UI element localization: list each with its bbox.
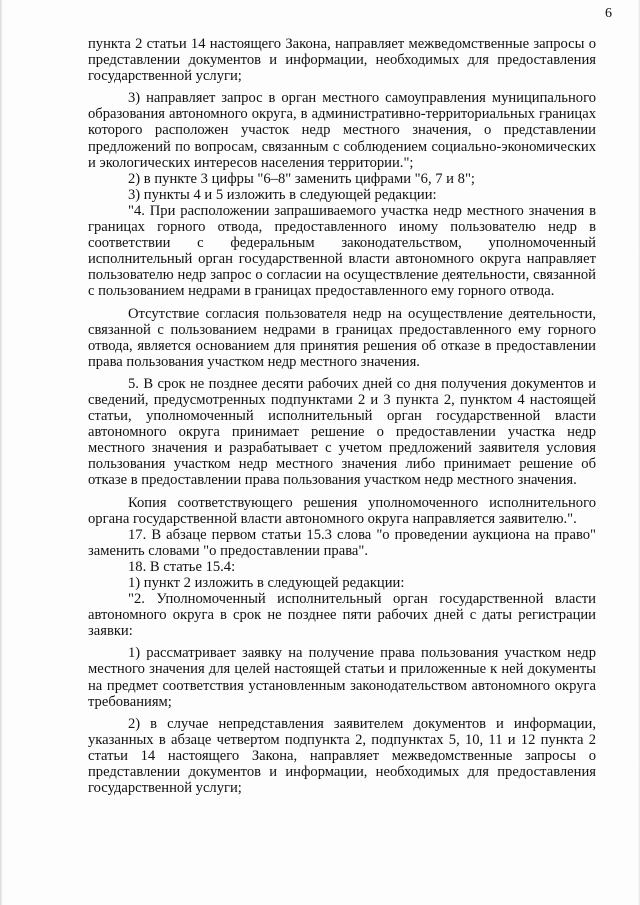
scan-edge-left (0, 0, 3, 905)
page-number: 6 (605, 6, 612, 21)
paragraph-subitem-1: 1) рассматривает заявку на получение права пользования участком недр местного значения для целей настоящей статьи и приложенные к ней документы на предмет соответствия установленным законодательством автономного округа требованиям; (88, 645, 596, 710)
paragraph-item-3-request: 3) направляет запрос в орган местного самоуправления муниципального образования автономного округа, в административно-территориальных границах которого расположен участок недр местного значения, о представлении предложений по вопросам, связанным с соблюдением социально-экономических и экологических интересов населения территории."; (88, 90, 596, 171)
paragraph-item-1-point-2: 1) пункт 2 изложить в следующей редакции: (128, 575, 405, 591)
paragraph-item-3-points: 3) пункты 4 и 5 изложить в следующей редакции: (128, 186, 437, 203)
paragraph-article-17: 17. В абзаце первом статьи 15.3 слова "о проведении аукциона на право" заменить словами "о предоставлении права". (88, 526, 596, 559)
paragraph-continuation: пункта 2 статьи 14 настоящего Закона, направляет межведомственные запросы о представлении документов и информации, необходимых для предоставления государственной услуги; (88, 36, 596, 85)
paragraph-subitem-2: 2) в случае непредставления заявителем документов и информации, указанных в абзаце четвертом подпункта 2, подпунктах 5, 10, 11 и 12 пункта 2 статьи 14 настоящего Закона, направляет межведомственные запросы о представлении документов и информации, необходимых для предоставления государственной услуги; (88, 715, 596, 797)
paragraph-article-18: 18. В статье 15.4: (128, 558, 236, 575)
paragraph-item-2-replace: 2) в пункте 3 цифры "6–8" заменить цифрами "6, 7 и 8"; (128, 170, 475, 187)
paragraph-point-5: 5. В срок не позднее десяти рабочих дней со дня получения документов и сведений, предусмотренных подпунктами 2 и 3 пункта 2, пунктом 4 настоящей статьи, уполномоченный исполнительный орган государственной власти автономного округа принимает решение о предоставлении участка недр местного значения и разрабатывает с учетом предложений заявителя условия пользования участком недр местного значения либо принимает решение об отказе в предоставлении права пользования участком недр местного значения. (88, 375, 596, 489)
paragraph-decision-copy: Копия соответствующего решения уполномоченного исполнительного органа государственной власти автономного округа направляется заявителю.". (88, 494, 596, 527)
paragraph-point-4: "4. При расположении запрашиваемого участка недр местного значения в границах горного отвода, предоставленного иному пользователю недр в соответствии с федеральным законодательством, уполномоченный исполнительный орган государственной власти автономного округа направляет пользователю недр запрос о согласии на осуществление деятельности, связанной с пользованием недрами в границах предоставленного ему горного отвода. (88, 202, 596, 300)
paragraph-point-2-intro: "2. Уполномоченный исполнительный орган государственной власти автономного округа в срок не позднее пяти рабочих дней с даты регистрации заявки: (88, 591, 596, 640)
paragraph-no-consent: Отсутствие согласия пользователя недр на осуществление деятельности, связанной с пользованием недрами в границах предоставленного ему горного отвода, является основанием для принятия решения об отказе в предоставлении права пользования участком недр местного значения. (88, 305, 596, 370)
document-body (88, 36, 596, 796)
